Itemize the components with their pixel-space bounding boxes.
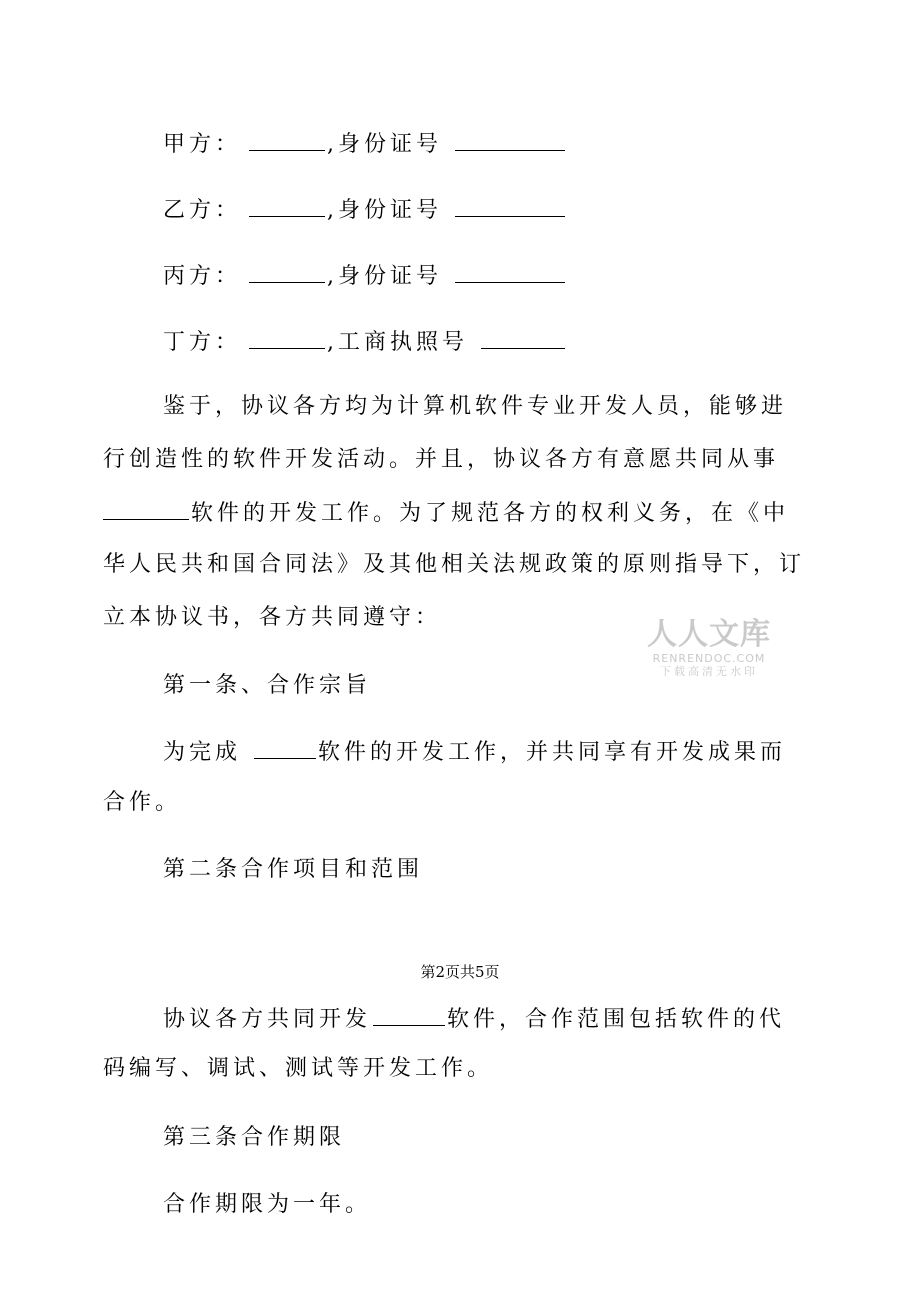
id-blank <box>455 128 565 151</box>
article-3-body: 合作期限为一年。 <box>163 1192 372 1217</box>
party-line-d <box>163 326 567 358</box>
software-name-blank <box>373 1003 445 1026</box>
software-name-blank <box>103 497 189 520</box>
article-2-title: 第二条合作项目和范围 <box>163 857 424 882</box>
id-blank <box>455 194 565 217</box>
article-2-line-1 <box>163 1003 785 1035</box>
preamble-line-4: 华人民共和国合同法》及其他相关法规政策的原则指导下，订 <box>103 552 806 577</box>
id-label: ,身份证号 <box>327 264 442 289</box>
article-2-text-b: 软件，合作范围包括软件的代 <box>447 1007 786 1032</box>
article-1-title: 第一条、合作宗旨 <box>163 673 372 698</box>
license-blank <box>481 326 565 349</box>
party-line-b <box>163 194 567 226</box>
article-1-line-2: 合作。 <box>103 790 182 815</box>
article-3-title: 第三条合作期限 <box>163 1125 346 1150</box>
watermark-subtitle: 下载高清无水印 <box>660 665 758 678</box>
article-2-line-2: 码编写、调试、测试等开发工作。 <box>103 1056 494 1081</box>
article-1-text-b: 软件的开发工作，并共同享有开发成果而 <box>318 740 787 765</box>
watermark <box>646 618 772 679</box>
name-blank <box>249 260 325 283</box>
party-label: 丙方： <box>163 264 242 289</box>
party-label: 乙方： <box>163 198 242 223</box>
name-blank <box>249 194 325 217</box>
party-line-c <box>163 260 567 292</box>
license-label: ,工商执照号 <box>327 330 468 355</box>
name-blank <box>249 326 325 349</box>
name-blank <box>249 128 325 151</box>
id-blank <box>455 260 565 283</box>
preamble-line-5: 立本协议书，各方共同遵守： <box>103 605 442 630</box>
id-label: ,身份证号 <box>327 132 442 157</box>
preamble-line-2: 行创造性的软件开发活动。并且，协议各方有意愿共同从事 <box>103 447 780 472</box>
preamble-line-3-text: 软件的开发工作。为了规范各方的权利义务，在《中 <box>191 501 790 526</box>
page-number: 第2页共5页 <box>420 963 500 981</box>
software-name-blank <box>254 736 316 759</box>
watermark-title: 人人文库 <box>647 617 771 652</box>
article-1-line-1 <box>163 736 786 768</box>
article-1-text-a: 为完成 <box>163 740 242 765</box>
watermark-url: RENRENDOC.COM <box>652 652 766 665</box>
party-label: 甲方： <box>163 132 242 157</box>
party-label: 丁方： <box>163 330 242 355</box>
preamble-line-1: 鉴于，协议各方均为计算机软件专业开发人员，能够进 <box>163 394 788 419</box>
preamble-line-3 <box>103 497 789 529</box>
id-label: ,身份证号 <box>327 198 442 223</box>
article-2-text-a: 协议各方共同开发 <box>163 1007 372 1032</box>
party-line-a <box>163 128 567 160</box>
